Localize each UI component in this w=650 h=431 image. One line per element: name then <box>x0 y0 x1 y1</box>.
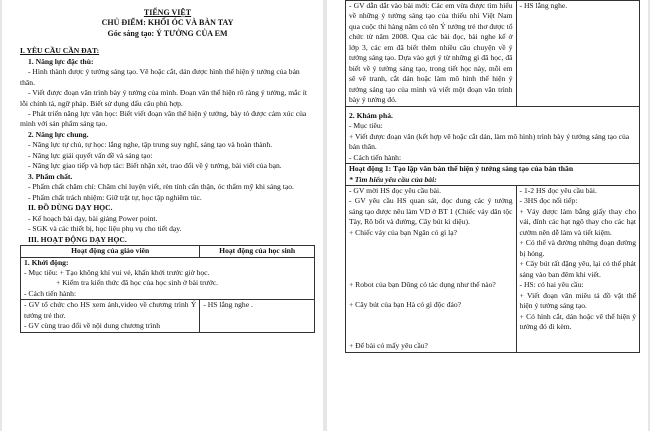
paragraph: - Phẩm chất chăm chỉ: Chăm chỉ luyện viết, rèn tính cẩn thận, óc thẩm mỹ khi sáng tạo. <box>28 182 294 192</box>
paragraph: - HS: có hai yêu cầu: <box>519 280 584 290</box>
paragraph: - Hình thành được ý tưởng sáng tạo. Vẽ hoặc cắt, dán được hình thể hiện ý tưởng của bản thân. <box>20 67 300 87</box>
lesson-title: Góc sáng tạo: Ý TƯỞNG CỦA EM <box>107 28 228 38</box>
paragraph: - SGK và các thiết bị, học liệu phụ vụ cho tiết dạy. <box>28 224 182 234</box>
table-header-teacher: Hoạt động của giáo viên <box>21 246 200 257</box>
paragraph: - Mục tiêu: <box>349 121 383 131</box>
activity-table-continued <box>345 0 640 353</box>
paragraph: + Cây bút rất đặng yêu, lại có thể phát sáng vào ban đêm khi viết. <box>519 259 636 279</box>
subsection-heading: 3. Phẩm chất. <box>28 171 73 181</box>
table-row <box>346 164 640 186</box>
table-header-student: Hoạt động của học sinh <box>200 246 315 257</box>
paragraph: - Năng lực tự chủ, tự học: lắng nghe, tập trung suy nghĩ, sáng tạo và hoàn thành. <box>28 140 273 150</box>
paragraph: - GV dẫn dắt vào bài mới: Các em vừa được tìm hiểu về những ý tưởng sáng tạo của thiếu nhi Việt Nam qua cuộc thi hàng năm có tên Ý tưởng trẻ thơ được tổ chức từ năm 2008. Qua các bài đọc, bài nghe kể ở lớp 3, các em đã biết thêm nhiều câu chuyện về ý tưởng sáng tạo. Dựa vào gợi ý từ những gì đã học, đã biết về ý tưởng sáng tạo, trong tiết học này, mỗi em sẽ vẽ tranh, cắt dán hoặc làm mô hình thể hiện ý tưởng sáng tạo của mình và viết một đoạn văn trình bày ý tưởng đó. <box>349 1 513 105</box>
paragraph: - 3HS đọc nối tiếp: <box>519 196 578 206</box>
paragraph: + Viết đoạn văn miêu tả đồ vật thể hiện ý tưởng sáng tạo. <box>519 290 636 311</box>
paragraph: + Có thể và đường những đoạn đường bị hỏng. <box>519 238 636 258</box>
table-row <box>346 106 640 163</box>
paragraph: + Chiếc váy của bạn Ngân có gì lạ? <box>349 227 458 237</box>
section-3-heading: III. HOẠT ĐỘNG DẠY HỌC. <box>28 234 127 244</box>
paragraph: - Phát triển năng lực văn học: Biết viết đoạn văn thể hiện ý tưởng, bày tỏ được cảm xúc của mình với sản phẩm sáng tạo. <box>20 108 307 129</box>
activity-heading: Hoạt động 1: Tạo lập văn bản thể hiện ý tưởng sáng tạo của bản thân <box>349 164 574 174</box>
right-page <box>327 0 648 431</box>
paragraph: - Cách tiến hành: <box>24 288 77 298</box>
paragraph: + Để bài có mấy yêu cầu? <box>349 341 428 351</box>
paragraph: + Váy được làm bằng giấy thay cho vải, đính các hạt ngô thay cho các hạt cườm nên dễ làm và tiết kiệm. <box>519 206 636 237</box>
subsection-heading: 1. Năng lực đặc thù: <box>28 56 94 66</box>
paragraph: - HS lắng nghe . <box>203 300 253 310</box>
subject-title: TIẾNG VIỆT <box>143 8 192 17</box>
paragraph: - Viết được đoạn văn trình bày ý tưởng của mình. Đoạn văn thể hiện rõ ràng ý tưởng, mắc ít lỗi chính tả, ngữ pháp. Biết sử dụng dấu câu phù hợp. <box>20 88 307 108</box>
activity-heading: 1. Khởi động: <box>24 257 69 267</box>
table-cell-student <box>516 1 639 107</box>
paragraph: + Có hình cắt, dán hoặc vẽ thể hiện ý tưởng đó đi kèm. <box>519 311 636 332</box>
paragraph: + Cây bút của bạn Hà có gì độc đáo? <box>349 299 462 309</box>
table-cell-student <box>200 300 315 332</box>
section-1-heading: I. YÊU CẦU CẦN ĐẠT: <box>20 46 100 56</box>
paragraph: - GV tổ chức cho HS xem ảnh,video về chương trình Ý tưởng trẻ thơ. <box>24 300 197 320</box>
section-2-heading: II. ĐỒ DÙNG DẠY HỌC. <box>28 203 113 213</box>
paragraph: - Cách tiến hành: <box>349 152 402 162</box>
paragraph: - GV mời HS đọc yêu cầu bài. <box>349 185 442 195</box>
activity-table <box>20 245 315 333</box>
table-row <box>21 257 315 300</box>
activity-heading: 2. Khám phá. <box>349 110 393 120</box>
subsection-heading: 2. Năng lực chung. <box>28 129 89 139</box>
paragraph: - HS lắng nghe. <box>519 1 568 10</box>
paragraph: - Năng lực giao tiếp và hợp tác: Biết nhận xét, trao đổi về ý tưởng, bài viết của bạn. <box>28 161 282 171</box>
paragraph: - Phẩm chất trách nhiệm: Giữ trật tự, học tập nghiêm túc. <box>28 192 202 202</box>
paragraph: + Kiểm tra kiến thức đã học của học sinh ở bài trước. <box>56 278 219 288</box>
paragraph: - GV yêu cầu HS quan sát, đọc dung các ý tưởng sáng tạo được nêu làm VD ở BT 1 (Chiếc váy dân tộc Tày, Rô bốt và đường, Cây bút kì diệu). <box>349 196 513 227</box>
paragraph: + Robot của bạn Dũng có tác dụng như thế nào? <box>349 280 496 290</box>
paragraph: - GV cùng trao đổi về nội dung chương trình <box>24 321 161 331</box>
left-page <box>2 0 323 431</box>
table-cell-teacher <box>346 1 517 107</box>
sub-heading: * Tìm hiểu yêu cầu của bài: <box>349 174 437 184</box>
table-cell-teacher <box>21 300 200 332</box>
paragraph: + Viết được đoạn văn (kết hợp vẽ hoặc cắt dán, làm mô hình) trình bày ý tưởng sáng tạo của bản thân. <box>349 131 630 152</box>
paragraph: - Kế hoạch bài dạy, bài giảng Power point. <box>28 213 158 223</box>
theme-title: CHỦ ĐIỂM: KHỐI ÓC VÀ BÀN TAY <box>101 18 234 28</box>
paragraph: - 1-2 HS đọc yêu cầu bài. <box>519 185 597 195</box>
paragraph: - Năng lực giải quyết vấn đề và sáng tạo: <box>28 150 153 160</box>
table-cell-teacher <box>346 185 517 352</box>
table-cell-student <box>516 185 639 352</box>
paragraph: - Mục tiêu: + Tạo không khí vui vẻ, khấn khởi trước giờ học. <box>24 268 210 278</box>
